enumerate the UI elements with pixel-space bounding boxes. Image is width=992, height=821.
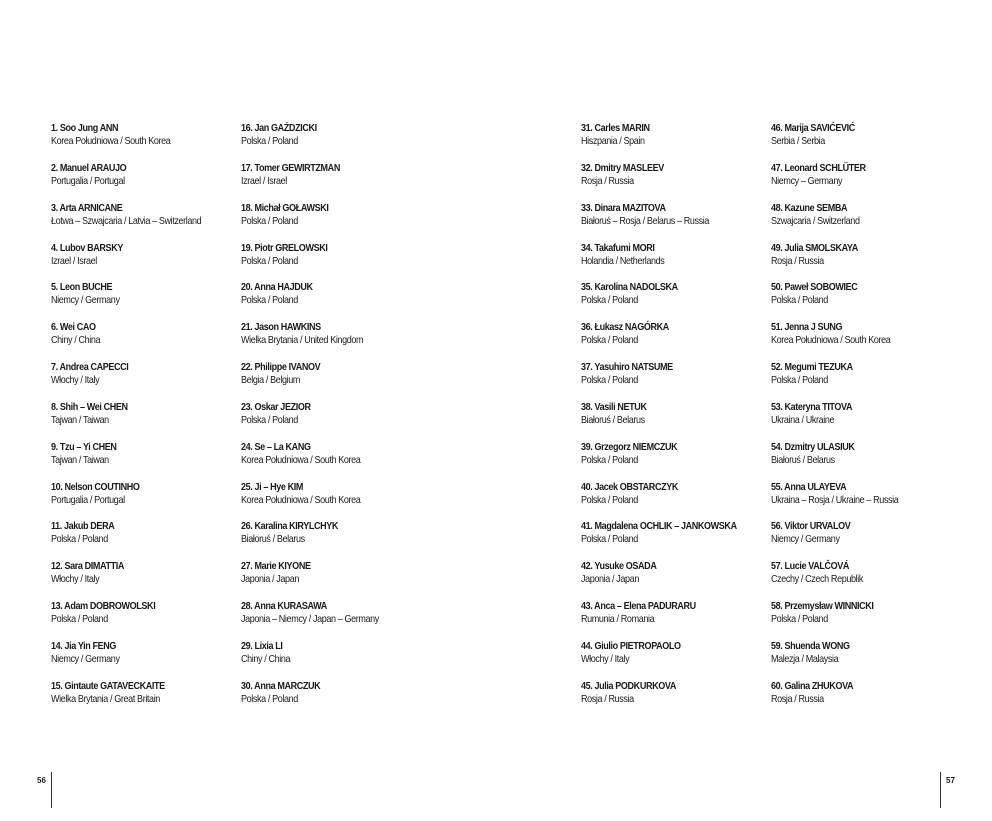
participant-entry xyxy=(771,640,919,680)
participant-country: Białoruś / Belarus xyxy=(581,413,645,426)
participant-entry xyxy=(771,441,919,481)
participant-entry xyxy=(241,281,401,321)
participant-name: 9. Tzu – Yi CHEN xyxy=(51,440,117,453)
participant-entry xyxy=(581,281,762,321)
participant-name: 54. Dzmitry ULASIUK xyxy=(771,440,855,453)
participant-entry xyxy=(581,640,762,680)
participant-name: 19. Piotr GRELOWSKI xyxy=(241,241,328,254)
participant-name: 53. Kateryna TITOVA xyxy=(771,400,853,413)
participant-name: 33. Dinara MAZITOVA xyxy=(581,201,666,214)
participant-entry xyxy=(771,361,919,401)
participant-entry xyxy=(771,680,919,720)
participant-name: 11. Jakub DERA xyxy=(51,520,115,533)
participant-name: 23. Oskar JEZIOR xyxy=(241,400,311,413)
participant-name: 34. Takafumi MORI xyxy=(581,241,655,254)
participant-country: Portugalia / Portugal xyxy=(51,174,125,187)
participant-country: Rosja / Russia xyxy=(581,692,634,705)
participant-entry xyxy=(771,321,919,361)
participant-name: 5. Leon BUCHE xyxy=(51,281,113,294)
participant-name: 52. Megumi TEZUKA xyxy=(771,361,853,374)
participant-entry xyxy=(241,202,401,242)
participant-country: Polska / Poland xyxy=(581,334,638,347)
participant-name: 14. Jia Yin FENG xyxy=(51,639,117,652)
participant-entry xyxy=(241,560,401,600)
participant-entry xyxy=(241,680,401,720)
participant-name: 15. Gintaute GATAVECKAITE xyxy=(51,679,165,692)
participant-entry xyxy=(771,122,919,162)
participant-entry xyxy=(581,680,762,720)
participant-name: 7. Andrea CAPECCI xyxy=(51,361,129,374)
participant-entry xyxy=(51,162,226,202)
page-divider-left xyxy=(51,772,52,808)
participant-entry xyxy=(51,560,226,600)
participant-country: Niemcy / Germany xyxy=(51,652,120,665)
participant-country: Wielka Brytania / Great Britain xyxy=(51,692,160,705)
participant-entry xyxy=(51,520,226,560)
participant-entry xyxy=(241,520,401,560)
participant-country: Polska / Poland xyxy=(581,493,638,506)
participant-country: Korea Południowa / South Korea xyxy=(241,453,361,466)
participant-country: Polska / Poland xyxy=(51,613,108,626)
participant-name: 2. Manuel ARAUJO xyxy=(51,161,127,174)
participant-entry xyxy=(771,481,919,521)
participant-entry xyxy=(581,560,762,600)
participant-country: Belgia / Belgium xyxy=(241,374,301,387)
participant-name: 13. Adam DOBROWOLSKI xyxy=(51,600,156,613)
participant-name: 43. Anca – Elena PADURARU xyxy=(581,600,696,613)
participant-name: 59. Shuenda WONG xyxy=(771,639,850,652)
participant-country: Japonia / Japan xyxy=(581,573,639,586)
participant-country: Polska / Poland xyxy=(771,294,828,307)
participant-name: 10. Nelson COUTINHO xyxy=(51,480,140,493)
page-number-right: 57 xyxy=(946,776,955,785)
participant-country: Izrael / Israel xyxy=(51,254,97,267)
participant-name: 30. Anna MARCZUK xyxy=(241,679,321,692)
participant-country: Niemcy / Germany xyxy=(51,294,120,307)
participant-entry xyxy=(241,321,401,361)
participant-country: Polska / Poland xyxy=(241,294,298,307)
participant-country: Białoruś / Belarus xyxy=(241,533,305,546)
participant-entry xyxy=(581,321,762,361)
participant-name: 22. Philippe IVANOV xyxy=(241,361,321,374)
participant-country: Wielka Brytania / United Kingdom xyxy=(241,334,364,347)
participant-name: 4. Lubov BARSKY xyxy=(51,241,123,254)
participants-column-1 xyxy=(51,122,226,720)
participant-name: 56. Viktor URVALOV xyxy=(771,520,851,533)
participant-entry xyxy=(51,441,226,481)
participant-name: 37. Yasuhiro NATSUME xyxy=(581,361,673,374)
participant-country: Niemcy – Germany xyxy=(771,174,843,187)
participant-entry xyxy=(581,481,762,521)
participant-country: Portugalia / Portugal xyxy=(51,493,125,506)
participant-name: 35. Karolina NADOLSKA xyxy=(581,281,678,294)
participant-country: Korea Południowa / South Korea xyxy=(771,334,891,347)
participant-name: 29. Lixia LI xyxy=(241,639,283,652)
participant-name: 48. Kazune SEMBA xyxy=(771,201,848,214)
page-number-left: 56 xyxy=(37,776,46,785)
participant-name: 31. Carles MARIN xyxy=(581,122,650,134)
participant-entry xyxy=(241,441,401,481)
participant-name: 3. Arta ARNICANE xyxy=(51,201,123,214)
participant-name: 41. Magdalena OCHLIK – JANKOWSKA xyxy=(581,520,737,533)
participant-entry xyxy=(581,361,762,401)
participant-name: 42. Yusuke OSADA xyxy=(581,560,657,573)
participant-entry xyxy=(581,122,762,162)
participant-entry xyxy=(241,162,401,202)
participant-entry xyxy=(771,401,919,441)
participant-entry xyxy=(581,162,762,202)
participant-entry xyxy=(771,162,919,202)
participant-entry xyxy=(51,242,226,282)
participant-country: Szwajcaria / Switzerland xyxy=(771,214,860,227)
participant-name: 27. Marie KIYONE xyxy=(241,560,311,573)
participant-name: 12. Sara DIMATTIA xyxy=(51,560,125,573)
participant-name: 49. Julia SMOLSKAYA xyxy=(771,241,858,254)
participant-name: 24. Se – La KANG xyxy=(241,440,311,453)
participant-country: Polska / Poland xyxy=(241,135,298,147)
participant-name: 40. Jacek OBSTARCZYK xyxy=(581,480,678,493)
participant-name: 8. Shih – Wei CHEN xyxy=(51,400,128,413)
participant-name: 50. Paweł SOBOWIEC xyxy=(771,281,858,294)
participant-country: Korea Południowa / South Korea xyxy=(241,493,361,506)
participant-name: 26. Karalina KIRYLCHYK xyxy=(241,520,339,533)
participant-entry xyxy=(51,481,226,521)
participant-country: Hiszpania / Spain xyxy=(581,135,645,147)
participant-entry xyxy=(581,401,762,441)
participant-country: Polska / Poland xyxy=(771,613,828,626)
participant-country: Łotwa – Szwajcaria / Latvia – Switzerland xyxy=(51,214,202,227)
participant-country: Rumunia / Romania xyxy=(581,613,655,626)
participant-country: Białoruś / Belarus xyxy=(771,453,835,466)
participant-country: Polska / Poland xyxy=(771,374,828,387)
participants-column-2 xyxy=(241,122,401,720)
participant-entry xyxy=(51,321,226,361)
participant-name: 38. Vasili NETUK xyxy=(581,400,647,413)
participant-entry xyxy=(581,600,762,640)
participant-entry xyxy=(241,600,401,640)
participant-country: Rosja / Russia xyxy=(581,174,634,187)
participant-entry xyxy=(771,560,919,600)
participant-name: 36. Łukasz NAGÓRKA xyxy=(581,321,669,334)
participant-name: 21. Jason HAWKINS xyxy=(241,321,321,334)
participant-name: 6. Wei CAO xyxy=(51,321,96,334)
participant-entry xyxy=(241,401,401,441)
participant-name: 60. Galina ZHUKOVA xyxy=(771,679,854,692)
participant-name: 17. Tomer GEWIRTZMAN xyxy=(241,161,340,174)
participant-name: 51. Jenna J SUNG xyxy=(771,321,843,334)
participant-country: Włochy / Italy xyxy=(581,652,630,665)
participants-column-4 xyxy=(771,122,919,720)
participant-entry xyxy=(241,640,401,680)
participant-name: 44. Giulio PIETROPAOLO xyxy=(581,639,681,652)
participant-entry xyxy=(581,441,762,481)
participant-entry xyxy=(51,600,226,640)
participant-country: Ukraina – Rosja / Ukraine – Russia xyxy=(771,493,899,506)
participant-country: Czechy / Czech Republik xyxy=(771,573,863,586)
participant-entry xyxy=(581,202,762,242)
participant-country: Japonia – Niemcy / Japan – Germany xyxy=(241,613,379,626)
participant-country: Białoruś – Rosja / Belarus – Russia xyxy=(581,214,709,227)
participant-country: Polska / Poland xyxy=(241,254,298,267)
participant-country: Japonia / Japan xyxy=(241,573,299,586)
participant-country: Izrael / Israel xyxy=(241,174,287,187)
participant-name: 57. Lucie VALČOVÁ xyxy=(771,560,850,573)
participant-name: 28. Anna KURASAWA xyxy=(241,600,327,613)
participant-entry xyxy=(771,242,919,282)
participant-country: Rosja / Russia xyxy=(771,254,824,267)
participant-name: 1. Soo Jung ANN xyxy=(51,122,119,134)
participant-country: Włochy / Italy xyxy=(51,374,100,387)
participant-country: Tajwan / Taiwan xyxy=(51,413,109,426)
participant-entry xyxy=(771,281,919,321)
participant-country: Ukraina / Ukraine xyxy=(771,413,835,426)
participants-column-3 xyxy=(581,122,762,720)
participant-country: Chiny / China xyxy=(51,334,101,347)
participant-entry xyxy=(581,520,762,560)
participant-entry xyxy=(771,520,919,560)
participant-entry xyxy=(771,202,919,242)
participant-country: Polska / Poland xyxy=(581,294,638,307)
participant-country: Chiny / China xyxy=(241,652,291,665)
participant-name: 58. Przemysław WINNICKI xyxy=(771,600,874,613)
participant-entry xyxy=(241,481,401,521)
participant-entry xyxy=(241,122,401,162)
participant-country: Polska / Poland xyxy=(241,692,298,705)
participant-name: 39. Grzegorz NIEMCZUK xyxy=(581,440,678,453)
participant-name: 46. Marija SAVIĆEVIĆ xyxy=(771,122,855,134)
participant-name: 55. Anna ULAYEVA xyxy=(771,480,847,493)
participant-country: Rosja / Russia xyxy=(771,692,824,705)
participant-entry xyxy=(51,202,226,242)
participant-entry xyxy=(51,281,226,321)
participant-entry xyxy=(241,242,401,282)
participant-entry xyxy=(241,361,401,401)
participant-country: Polska / Poland xyxy=(51,533,108,546)
participant-name: 16. Jan GAŹDZICKI xyxy=(241,122,317,134)
participant-name: 45. Julia PODKURKOVA xyxy=(581,679,676,692)
participant-name: 47. Leonard SCHLÜTER xyxy=(771,161,866,174)
participant-country: Polska / Poland xyxy=(581,453,638,466)
participant-name: 32. Dmitry MASLEEV xyxy=(581,161,664,174)
participant-entry xyxy=(51,680,226,720)
participant-entry xyxy=(771,600,919,640)
participant-country: Polska / Poland xyxy=(581,374,638,387)
participant-entry xyxy=(51,401,226,441)
participant-entry xyxy=(51,122,226,162)
participant-name: 25. Ji – Hye KIM xyxy=(241,480,304,493)
participant-country: Polska / Poland xyxy=(581,533,638,546)
participant-name: 18. Michał GOŁAWSKI xyxy=(241,201,329,214)
participant-country: Holandia / Netherlands xyxy=(581,254,665,267)
participant-country: Korea Południowa / South Korea xyxy=(51,135,171,147)
participant-entry xyxy=(51,361,226,401)
participant-entry xyxy=(581,242,762,282)
participant-country: Serbia / Serbia xyxy=(771,135,825,147)
participant-country: Polska / Poland xyxy=(241,214,298,227)
participant-entry xyxy=(51,640,226,680)
participant-country: Malezja / Malaysia xyxy=(771,652,839,665)
participant-name: 20. Anna HAJDUK xyxy=(241,281,313,294)
participant-country: Niemcy / Germany xyxy=(771,533,840,546)
page-divider-right xyxy=(940,772,941,808)
participant-country: Polska / Poland xyxy=(241,413,298,426)
participant-country: Włochy / Italy xyxy=(51,573,100,586)
participant-country: Tajwan / Taiwan xyxy=(51,453,109,466)
